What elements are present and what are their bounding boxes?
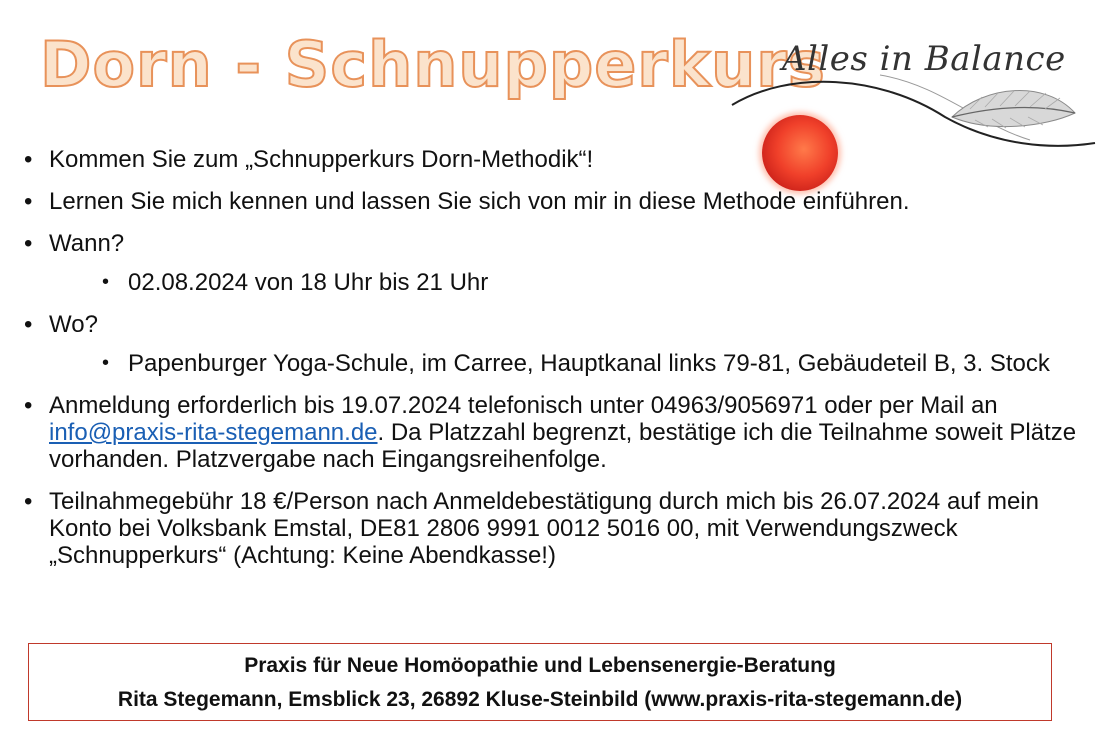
registration-text: Anmeldung erforderlich bis 19.07.2024 telefonisch unter 04963/9056971 oder per Mail an	[49, 392, 998, 419]
footer-line-1: Praxis für Neue Homöopathie und Lebensenergie-Beratung	[244, 654, 836, 677]
footer-box	[28, 643, 1052, 721]
page-title: Dorn - Schnupperkurs	[40, 28, 826, 101]
email-link[interactable]: info@praxis-rita-stegemann.de	[49, 419, 378, 446]
feather-icon	[952, 91, 1075, 128]
logo-text: Alles in Balance	[782, 39, 1066, 79]
list-item-fee: • Teilnahmegebühr 18 €/Person nach Anmeldebestätigung durch mich bis 26.07.2024 auf mein Konto bei Volksbank Emstal, DE81 2806 9991 0012 5016 00, mit Verwendungszweck „Schnupperkurs“ (Achtung: Keine Abendkasse!)	[22, 488, 1082, 569]
where-value: • Papenburger Yoga-Schule, im Carree, Hauptkanal links 79-81, Gebäudeteil B, 3. Stock	[49, 350, 1082, 377]
when-value: • 02.08.2024 von 18 Uhr bis 21 Uhr	[49, 269, 1082, 296]
when-label: • Wann?	[49, 230, 125, 257]
list-item-registration	[22, 392, 1082, 473]
list-item-where	[22, 311, 1082, 377]
list-item-intro: • Kommen Sie zum „Schnupperkurs Dorn-Methodik“!	[22, 146, 1082, 173]
list-item-meet: • Lernen Sie mich kennen und lassen Sie sich von mir in diese Methode einführen.	[22, 188, 1082, 215]
footer-line-2: Rita Stegemann, Emsblick 23, 26892 Kluse-Steinbild (www.praxis-rita-stegemann.de)	[117, 688, 963, 711]
content	[22, 146, 1082, 584]
where-label: • Wo?	[49, 311, 98, 338]
list-item-when	[22, 230, 1082, 296]
registration-text-end: . Da Platzzahl begrenzt, bestätige ich die Teilnahme soweit Plätze vorhanden. Platzvergabe nach Eingangsreihenfolge.	[49, 419, 1077, 473]
